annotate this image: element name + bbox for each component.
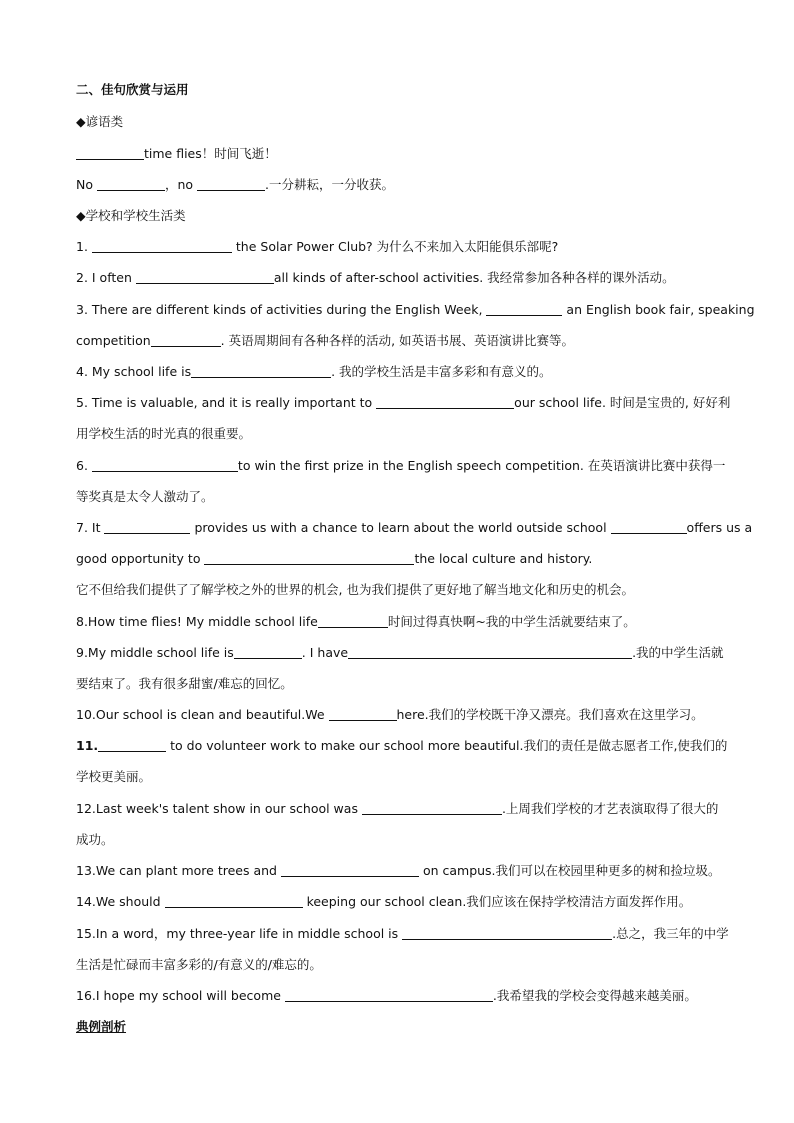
proverb-2: No ，no .一分耕耘，一分收获。 [76,177,395,192]
proverb-1: time flies！时间飞逝！ [76,144,718,164]
sentence-16: 16.I hope my school will become .我希望我的学校会变得越来越美丽。 [76,988,697,1003]
answer-blank[interactable] [204,550,414,565]
answer-blank[interactable] [97,176,165,191]
footer-heading: 典例剖析 [76,1019,127,1034]
answer-blank[interactable] [348,644,632,659]
sentence-7-translation: 它不但给我们提供了了解学校之外的世界的机会, 也为我们提供了更好地了解当地文化和历史的机会。 [76,582,634,597]
section-title: 二、佳句欣赏与运用 [76,82,189,97]
category-proverbs: ◆谚语类 [76,114,124,129]
category-school-life: ◆学校和学校生活类 [76,208,186,223]
answer-blank[interactable] [281,862,419,877]
sentence-9-line-2: 要结束了。我有很多甜蜜/难忘的回忆。 [76,676,293,691]
sentence-5-line-1: 5. Time is valuable, and it is really important to our school life. 时间是宝贵的, 好好利 [76,395,731,410]
sentence-10: 10.Our school is clean and beautiful.We here.我们的学校既干净又漂亮。我们喜欢在这里学习。 [76,707,704,722]
answer-blank[interactable] [92,238,232,253]
sentence-15-line-1: 15.In a word，my three-year life in middle school is .总之，我三年的中学 [76,926,729,941]
answer-blank[interactable] [104,519,190,534]
answer-blank[interactable] [362,800,502,815]
answer-blank[interactable] [402,925,612,940]
answer-blank[interactable] [611,519,687,534]
answer-blank[interactable] [285,987,493,1002]
sentence-15-line-2: 生活是忙碌而丰富多彩的/有意义的/难忘的。 [76,957,322,972]
answer-blank[interactable] [376,394,514,409]
answer-blank[interactable] [136,269,274,284]
sentence-2: 2. I often all kinds of after-school activities. 我经常参加各种各样的课外活动。 [76,270,675,285]
sentence-5-line-2: 用学校生活的时光真的很重要。 [76,426,252,441]
sentence-8: 8.How time flies! My middle school life 时间过得真快啊~我的中学生活就要结束了。 [76,614,636,629]
sentence-3-line-2: competition . 英语周期间有各种各样的活动, 如英语书展、英语演讲比赛等。 [76,333,575,348]
sentence-6-line-1: 6. to win the first prize in the English speech competition. 在英语演讲比赛中获得一 [76,458,726,473]
sentence-14: 14.We should keeping our school clean.我们应该在保持学校清洁方面发挥作用。 [76,894,692,909]
answer-blank[interactable] [98,737,166,752]
answer-blank[interactable] [318,613,388,628]
sentence-4: 4. My school life is . 我的学校生活是丰富多彩和有意义的。 [76,364,552,379]
answer-blank[interactable] [329,706,397,721]
answer-blank[interactable] [151,332,221,347]
answer-blank[interactable] [165,893,303,908]
answer-blank[interactable] [197,176,265,191]
answer-blank[interactable] [234,644,302,659]
sentence-1: 1. the Solar Power Club? 为什么不来加入太阳能俱乐部呢? [76,239,559,254]
sentence-7-line-2: good opportunity to the local culture and history. [76,551,593,566]
sentence-13: 13.We can plant more trees and on campus.我们可以在校园里种更多的树和捡垃圾。 [76,863,721,878]
sentence-3-line-1: 3. There are different kinds of activities during the English Week, an English book fair, speaking [76,302,755,317]
sentence-11-line-2: 学校更美丽。 [76,769,152,784]
sentence-12-line-2: 成功。 [76,832,114,847]
sentence-6-line-2: 等奖真是太令人激动了。 [76,489,214,504]
sentence-9-line-1: 9.My middle school life is . I have .我的中学生活就 [76,645,724,660]
answer-blank[interactable] [191,363,331,378]
sentence-11-line-1: 11. to do volunteer work to make our school more beautiful.我们的责任是做志愿者工作,使我们的 [76,738,728,753]
answer-blank[interactable] [76,145,144,160]
answer-blank[interactable] [92,457,238,472]
sentence-12-line-1: 12.Last week's talent show in our school was .上周我们学校的才艺表演取得了很大的 [76,801,719,816]
sentence-7-line-1: 7. It provides us with a chance to learn about the world outside school offers us a [76,520,753,535]
answer-blank[interactable] [486,301,562,316]
